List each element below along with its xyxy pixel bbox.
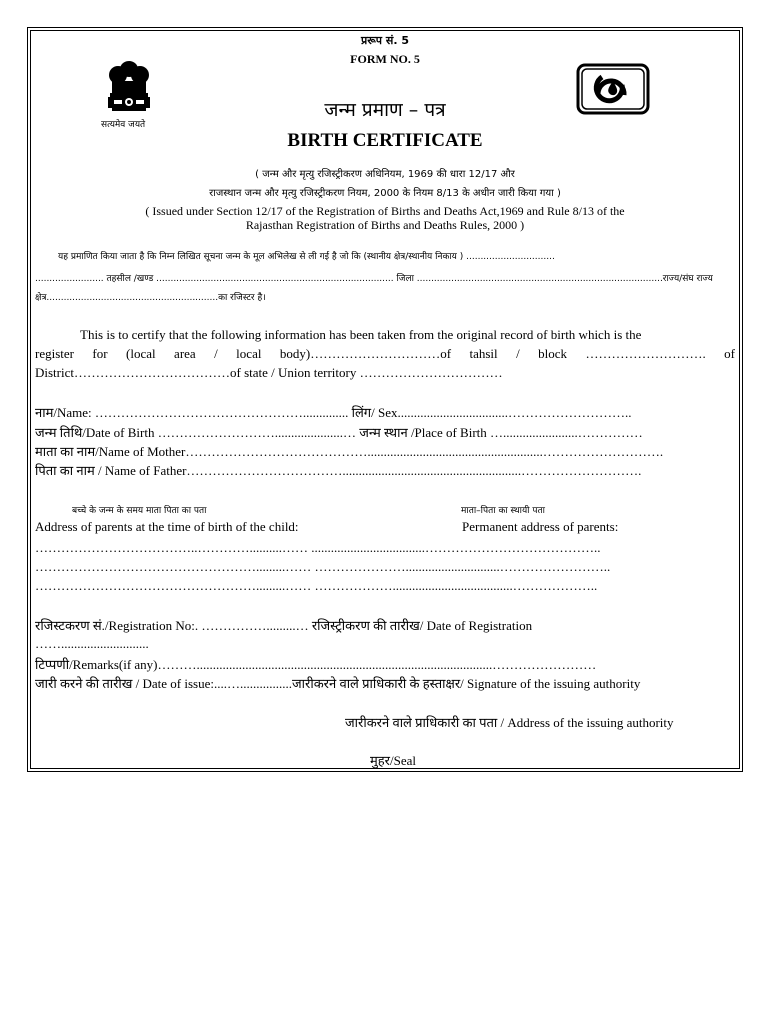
title-hindi: जन्म प्रमाण – पत्र — [324, 99, 446, 121]
form-number-hindi: प्ररूप सं. 5 — [361, 34, 409, 47]
act-english-line1: ( Issued under Section 12/17 of the Registration of Births and Deaths Act,1969 and Rule 8/13 of the — [145, 204, 625, 218]
issue-date-signature-field: जारी करने की तारीख / Date of issue:....…................जारीकरने वाले प्राधिकारी के हस्ताक्षर/ Signature of the issuing authority — [35, 676, 641, 691]
emblem-motto: सत्यमेव जयते — [101, 120, 146, 130]
remarks-field: टिप्पणी/Remarks(if any)………...........................................................................................…………………… — [35, 657, 597, 672]
name-sex-field: नाम/Name: ………………………………………….............. लिंग/ Sex..................................……………………….. — [35, 405, 632, 420]
address-permanent-label: Permanent address of parents: — [462, 519, 619, 534]
father-name-field: पिता का नाम / Name of Father……………………………….......................................................………………………. — [35, 463, 642, 478]
dob-place-field: जन्म तिथि/Date of Birth ……………………….....................… जन्म स्थान /Place of Birth ….......................…………… — [35, 425, 643, 440]
address-dotted-line: …………………………………………….........…… ………………….............................…………………….. — [35, 559, 611, 574]
act-hindi-line1: ( जन्म और मृत्यु रजिस्ट्रीकरण अधिनियम, 1969 की धारा 12/17 और — [255, 169, 515, 180]
mother-name-field: माता का नाम/Name of Mother……………………………………......................................................………………………. — [35, 444, 664, 459]
registration-number-field: रजिस्टकरण सं./Registration No:. …………….........… रजिस्ट्रीकरण की तारीख/ Date of Registration — [35, 618, 533, 633]
address-dotted-line: ………………………………..…………..........…… ...................................………………………………….. — [35, 540, 601, 555]
address-birth-label: Address of parents at the time of birth of the child: — [35, 519, 299, 534]
address-dotted-line: …………………………………………….........…… ……………….....................................……………….. — [35, 578, 598, 593]
title-english: BIRTH CERTIFICATE — [287, 130, 483, 151]
certify-english-line2: register for (local area / local body)…………………………of tahsil / block ………………………. of — [35, 346, 735, 361]
certify-hindi-line3: क्षेत्र............................................................का रजिस्टर है। — [35, 293, 266, 303]
address-permanent-hindi: माता–पिता का स्थायी पता — [461, 506, 545, 516]
seal-label: मुहर/Seal — [370, 753, 416, 768]
issuing-authority-address: जारीकरने वाले प्राधिकारी का पता / Address of the issuing authority — [345, 715, 674, 730]
act-english-line2: Rajasthan Registration of Births and Deaths Rules, 2000 ) — [245, 218, 525, 232]
certify-hindi-line2: ........................ तहसील /खण्ड ................................................................................... जिला ......................................................................................राज्य/संघ राज्य — [35, 274, 713, 284]
form-number: FORM NO. 5 — [350, 52, 420, 66]
certify-english-line3: District………………………………of state / Union territory …………………………… — [35, 365, 503, 380]
certify-hindi-line1: यह प्रमाणित किया जाता है कि निम्न लिखित सूचना जन्म के मूल अभिलेख से ली गई है जो कि (स्थानीय क्षेत्र/स्थानीय निकाय ) ............................... — [58, 252, 555, 262]
act-hindi-line2: राजस्थान जन्म और मृत्यु रजिस्ट्रीकरण नियम, 2000 के नियम 8/13 के अधीन जारी किया गया ) — [209, 188, 561, 199]
registration-date-continued: ……........................... — [35, 636, 149, 651]
address-birth-hindi: बच्चे के जन्म के समय माता पिता का पता — [72, 506, 207, 516]
certify-english-line1: This is to certify that the following information has been taken from the original record of birth which is the — [80, 327, 642, 342]
